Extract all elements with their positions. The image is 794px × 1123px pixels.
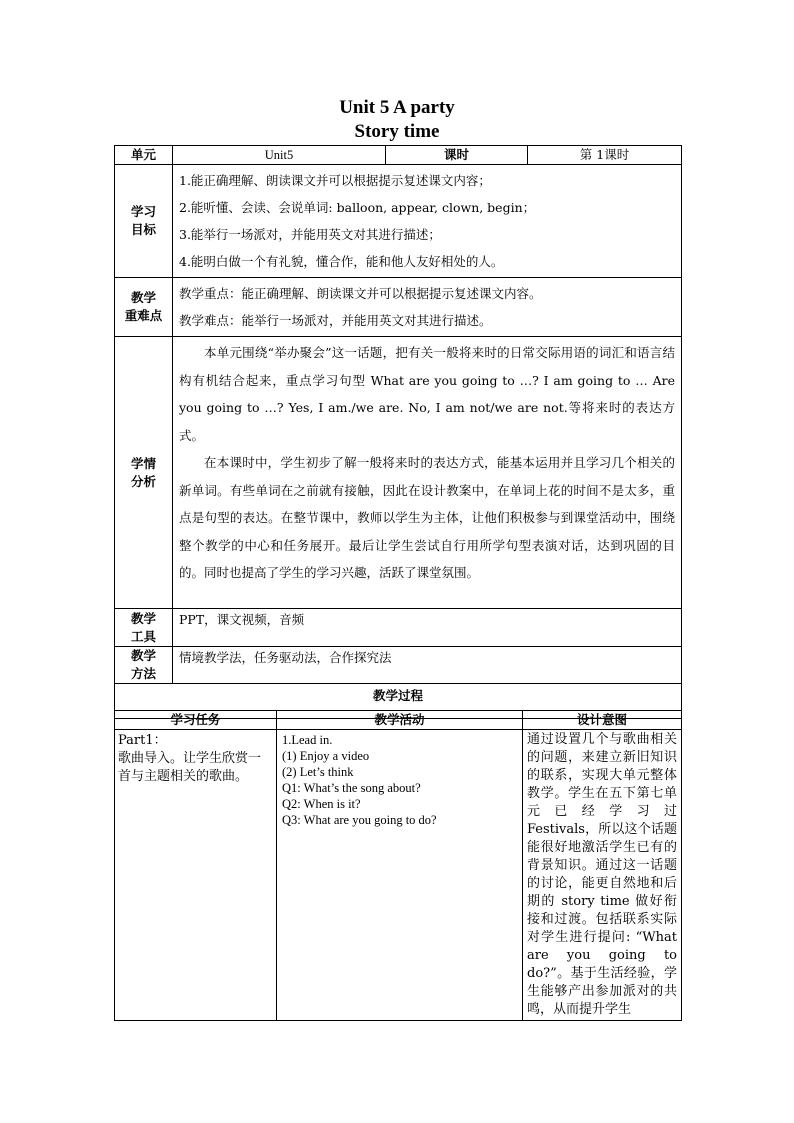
objectives-content (173, 165, 682, 278)
objective-item: 4.能明白做一个有礼貌，懂合作，能和他人友好相处的人。 (179, 254, 504, 269)
design-cell: 通过设置几个与歌曲相关的问题，来建立新旧知识的联系，实现大单元整体教学。学生在五下第七单元已经学习过 Festivals，所以这个话题能很好地激活学生已有的背景知识。通过这一话题的讨论，能更自然地和后期的 story time 做好衔接和过渡。包括联系实际对学生进行提问: “What are you going to do?”。基于生活经验，学生能够产出参加派对的共鸣，从而提升学生 (523, 730, 682, 1021)
methods-label: 教学 方法 (115, 647, 173, 684)
col-header-task: 学习任务 (115, 711, 277, 730)
tools-label: 教学 工具 (115, 609, 173, 647)
activity-line: (1) Enjoy a video (282, 749, 370, 763)
tools-value: PPT，课文视频，音频 (173, 609, 682, 647)
keypoint-item: 教学难点：能举行一场派对，并能用英文对其进行描述。 (179, 313, 492, 328)
activity-line: Q2: When is it? (282, 797, 361, 811)
period-label: 课时 (386, 146, 528, 165)
unit-value: Unit5 (173, 146, 386, 165)
keypoint-item: 教学重点：能正确理解、朗读课文并可以根据提示复述课文内容。 (179, 286, 542, 301)
objective-item: 2.能听懂、会读、会说单词: balloon, appear, clown, begin； (179, 200, 536, 215)
teaching-process-table (114, 710, 682, 1021)
objective-item: 3.能举行一场派对，并能用英文对其进行描述； (179, 227, 441, 242)
keypoints-label: 教学 重难点 (115, 278, 173, 337)
objectives-label: 学习 目标 (115, 165, 173, 278)
lesson-info-table (114, 145, 682, 719)
col-header-activity: 教学活动 (277, 711, 523, 730)
analysis-label: 学情 分析 (115, 337, 173, 609)
analysis-paragraph: 在本课时中，学生初步了解一般将来时的表达方式，能基本运用并且学习几个相关的新单词。有些单词在之前就有接触，因此在设计教案中，在单词上花的时间不是太多，重点是句型的表达。在整节课中，教师以学生为主体，让他们积极参与到课堂活动中，围绕整个教学的中心和任务展开。最后让学生尝试自行用所学句型表演对话，达到巩固的目的。同时也提高了学生的学习兴趣，活跃了课堂氛围。 (179, 455, 675, 580)
process-title: 教学过程 (115, 684, 682, 719)
analysis-content (173, 337, 682, 609)
activity-line: Q1: What’s the song about? (282, 781, 421, 795)
objective-item: 1.能正确理解、朗读课文并可以根据提示复述课文内容； (179, 173, 491, 188)
activity-line: Q3: What are you going to do? (282, 813, 437, 827)
methods-value: 情境教学法，任务驱动法，合作探究法 (173, 647, 682, 684)
activity-line: 1.Lead in. (282, 733, 333, 747)
analysis-paragraph: 本单元围绕“举办聚会”这一话题，把有关一般将来时的日常交际用语的词汇和语言结构有机结合起来，重点学习句型 What are you going to …? I am going to … Are you going to …? Yes, I am./we are. No, I am not/we are not.等将来时的表达方式。 (179, 345, 675, 443)
document-title: Unit 5 A party (339, 97, 455, 118)
task-cell: Part1： 歌曲导入。让学生欣赏一首与主题相关的歌曲。 (115, 730, 277, 1021)
activity-line: (2) Let’s think (282, 765, 354, 779)
unit-label: 单元 (115, 146, 173, 165)
activity-cell (277, 730, 523, 1021)
col-header-design: 设计意图 (523, 711, 682, 730)
keypoints-content (173, 278, 682, 337)
period-value: 第 1课时 (528, 146, 682, 165)
document-subtitle: Story time (354, 121, 440, 142)
